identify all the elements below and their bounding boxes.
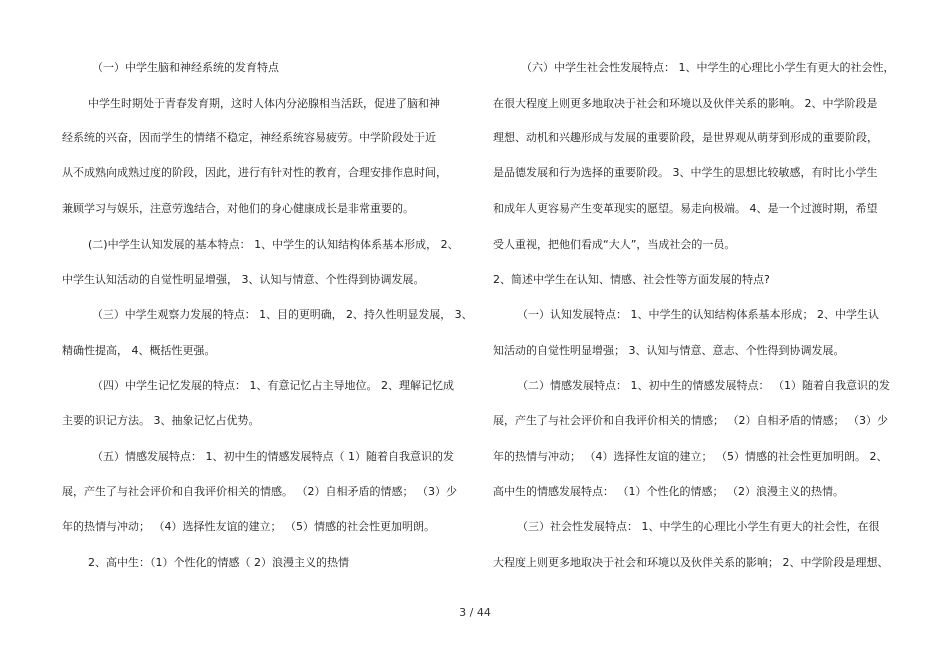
text-line: 中学生认知活动的自觉性明显增强， 3、认知与情意、个性得到协调发展。 xyxy=(62,273,425,286)
text-line: 是品德发展和行为选择的重要阶段。 3、中学生的思想比较敏感，有时比小学生 xyxy=(493,166,878,179)
text-line: 在很大程度上则更多地取决于社会和环境以及伙伴关系的影响。 2、中学阶段是 xyxy=(493,97,878,110)
text-line: （一）中学生脑和神经系统的发育特点 xyxy=(92,61,279,74)
text-line: 兼顾学习与娱乐，注意劳逸结合，对他们的身心健康成长是非常重要的。 xyxy=(62,202,414,215)
text-line: 展，产生了与社会评价和自我评价相关的情感； （2）自相矛盾的情感； （3）少 xyxy=(493,414,888,427)
text-line: 高中生的情感发展特点： （1）个性化的情感； （2）浪漫主义的热情。 xyxy=(493,485,844,498)
text-line: 大程度上则更多地取决于社会和环境以及伙伴关系的影响； 2、中学阶段是理想、 xyxy=(493,556,889,569)
text-line: 受人重视，把他们看成“大人”，当成社会的一员。 xyxy=(493,238,736,251)
text-line: 精确性提高， 4、概括性更强。 xyxy=(62,344,216,357)
text-line: 经系统的兴奋，因而学生的情绪不稳定，神经系统容易疲劳。中学阶段处于近 xyxy=(62,131,436,144)
text-line: 从不成熟向成熟过度的阶段，因此，进行有针对性的教育，合理安排作息时间， xyxy=(62,166,447,179)
text-line: 理想、动机和兴趣形成与发展的重要阶段，是世界观从萌芽到形成的重要阶段， xyxy=(493,131,878,144)
text-line: 主要的识记方法。 3、抽象记忆占优势。 xyxy=(62,414,260,427)
text-line: (二)中学生认知发展的基本特点： 1、中学生的认知结构体系基本形成， 2、 xyxy=(88,238,459,251)
text-line: （二）情感发展特点： 1、初中生的情感发展特点： （1）随着自我意识的发 xyxy=(517,379,890,392)
text-line: 中学生时期处于青春发育期，这时人体内分泌腺相当活跃，促进了脑和神 xyxy=(88,97,440,110)
text-line: 2、高中生：（1）个性化的情感（ 2）浪漫主义的热情 xyxy=(88,556,349,569)
text-line: 知活动的自觉性明显增强； 3、认知与情意、意志、个性得到协调发展。 xyxy=(493,344,845,357)
page-number: 3 / 44 xyxy=(459,606,491,619)
text-line: 年的热情与冲动； （4）选择性友谊的建立； （5）情感的社会性更加明朗。 xyxy=(62,520,435,533)
text-line: （三）中学生观察力发展的特点： 1、目的更明确， 2、持久性明显发展， 3、 xyxy=(92,308,473,321)
text-line: 2、简述中学生在认知、情感、社会性等方面发展的特点? xyxy=(493,273,770,286)
text-line: 展，产生了与社会评价和自我评价相关的情感。 （2）自相矛盾的情感； （3）少 xyxy=(62,485,457,498)
text-line: （六）中学生社会性发展特点： 1、中学生的心理比小学生有更大的社会性， xyxy=(521,61,895,74)
text-line: 年的热情与冲动； （4）选择性友谊的建立； （5）情感的社会性更加明朗。 2、 xyxy=(493,450,888,463)
text-line: （一）认知发展特点： 1、中学生的认知结构体系基本形成； 2、中学生认 xyxy=(517,308,879,321)
text-line: （五）情感发展特点： 1、初中生的情感发展特点（ 1）随着自我意识的发 xyxy=(92,450,454,463)
text-line: （三）社会性发展特点： 1、中学生的心理比小学生有更大的社会性，在很 xyxy=(517,520,880,533)
text-line: 和成年人更容易产生变革现实的愿望。易走向极端。 4、是一个过渡时期，希望 xyxy=(493,202,878,215)
text-line: （四）中学生记忆发展的特点： 1、有意记忆占主导地位。 2、理解记忆成 xyxy=(92,379,454,392)
